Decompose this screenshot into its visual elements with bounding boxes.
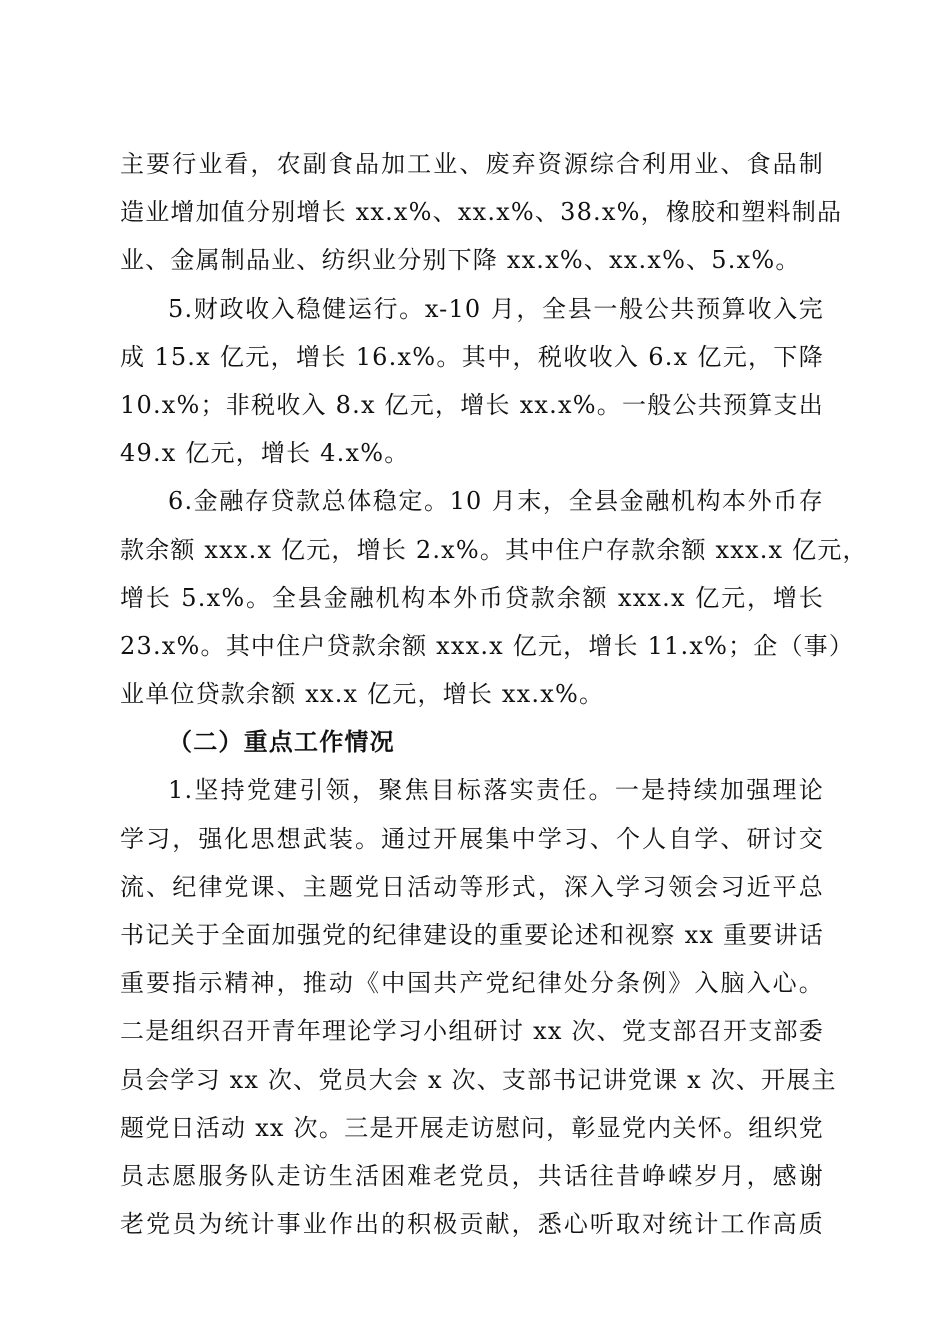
paragraph-line: 学习，强化思想武装。通过开展集中学习、个人自学、研讨交 [120,824,824,853]
paragraph-line: 主要行业看，农副食品加工业、废弃资源综合利用业、食品制 [120,150,824,178]
paragraph-line: 成 15.x 亿元，增长 16.x%。其中，税收收入 6.x 亿元，下降 [120,342,824,371]
paragraph-line: 10.x%；非税收入 8.x 亿元，增长 xx.x%。一般公共预算支出 [120,390,824,419]
paragraph-line: 49.x 亿元，增长 4.x%。 [120,439,410,468]
paragraph-line: 6.金融存贷款总体稳定。10 月末，全县金融机构本外币存 [168,487,824,516]
paragraph-line: 流、纪律党课、主题党日活动等形式，深入学习领会习近平总 [120,872,824,901]
paragraph-line: 重要指示精神，推动《中国共产党纪律处分条例》入脑入心。 [120,969,824,998]
paragraph-line: 5.财政收入稳健运行。x-10 月，全县一般公共预算收入完 [168,294,824,323]
document-body [120,140,868,1248]
paragraph-line: 二是组织召开青年理论学习小组研讨 xx 次、党支部召开支部委 [120,1017,824,1046]
paragraph-line: 员志愿服务队走访生活困难老党员，共话往昔峥嵘岁月，感谢 [120,1161,824,1190]
paragraph-line: 书记关于全面加强党的纪律建设的重要论述和视察 xx 重要讲话 [120,921,824,949]
paragraph-line: 增长 5.x%。全县金融机构本外币贷款余额 xxx.x 亿元，增长 [120,583,824,612]
paragraph-line: 23.x%。其中住户贷款余额 xxx.x 亿元，增长 11.x%；企（事） [120,631,855,660]
paragraph-line: 1.坚持党建引领，聚焦目标落实责任。一是持续加强理论 [168,776,824,805]
paragraph-line: 款余额 xxx.x 亿元，增长 2.x%。其中住户存款余额 xxx.x 亿元， [120,535,868,564]
paragraph-line: 业、金属制品业、纺织业分别下降 xx.x%、xx.x%、5.x%。 [120,246,801,275]
paragraph-line: 造业增加值分别增长 xx.x%、xx.x%、38.x%，橡胶和塑料制品 [120,198,843,227]
paragraph-line: 业单位贷款余额 xx.x 亿元，增长 xx.x%。 [120,680,605,709]
paragraph-line: 员会学习 xx 次、党员大会 x 次、支部书记讲党课 x 次、开展主 [120,1065,837,1094]
paragraph-line: 老党员为统计事业作出的积极贡献，悉心听取对统计工作高质 [120,1210,824,1239]
section-heading: （二）重点工作情况 [168,727,395,757]
paragraph-line: 题党日活动 xx 次。三是开展走访慰问，彰显党内关怀。组织党 [120,1113,824,1142]
